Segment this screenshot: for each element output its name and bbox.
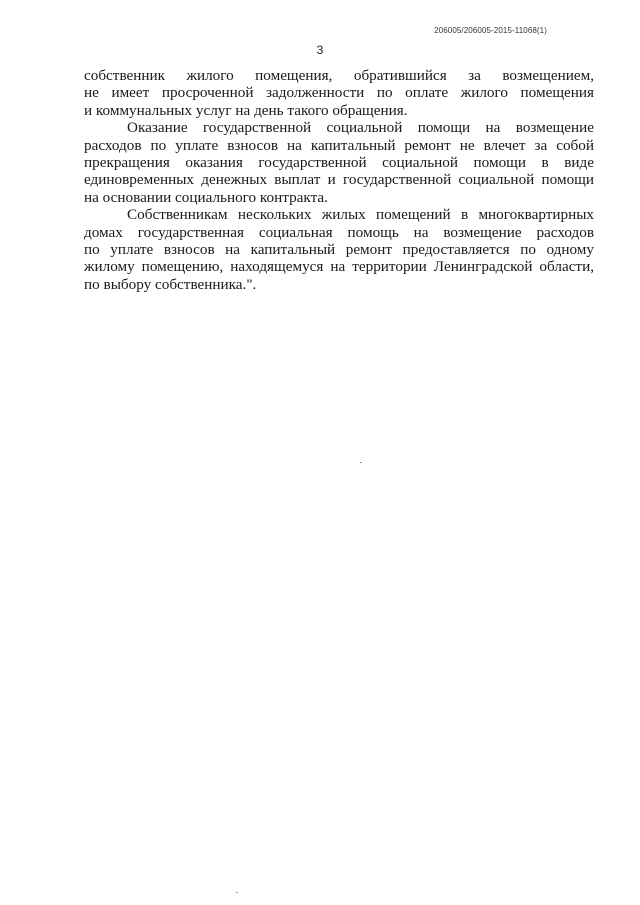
scan-speck [236, 892, 238, 893]
text-line: по выбору собственника.". [84, 275, 257, 293]
text-line: собственник жилого помещения, обратившийся за возмещением, [84, 67, 594, 84]
scan-speck [360, 462, 362, 463]
text-line: единовременных денежных выплат и государственной социальной помощи [84, 171, 594, 189]
text-line: Собственникам нескольких жилых помещений в многоквартирных [127, 206, 594, 224]
text-line: домах государственная социальная помощь на возмещение расходов [84, 223, 594, 241]
text-line: и коммунальных услуг на день такого обращения. [84, 101, 408, 119]
text-line: не имеет просроченной задолженности по оплате жилого помещения [84, 84, 594, 102]
text-line: по уплате взносов на капитальный ремонт предоставляется по одному [84, 241, 594, 259]
text-line: на основании социального контракта. [84, 188, 328, 206]
text-line: жилому помещению, находящемуся на территории Ленинградской области, [84, 258, 594, 276]
page-number: 3 [316, 43, 324, 57]
text-line: Оказание государственной социальной помощи на возмещение [127, 119, 594, 137]
paragraph-2 [84, 119, 594, 206]
paragraph-3 [84, 206, 594, 293]
text-line: расходов по уплате взносов на капитальный ремонт не влечет за собой [84, 136, 594, 154]
paragraph-1 [84, 67, 594, 119]
document-id: 206005/206005-2015-11068(1) [434, 26, 547, 35]
document-body [84, 67, 594, 293]
text-line: прекращения оказания государственной социальной помощи в виде [84, 154, 594, 172]
